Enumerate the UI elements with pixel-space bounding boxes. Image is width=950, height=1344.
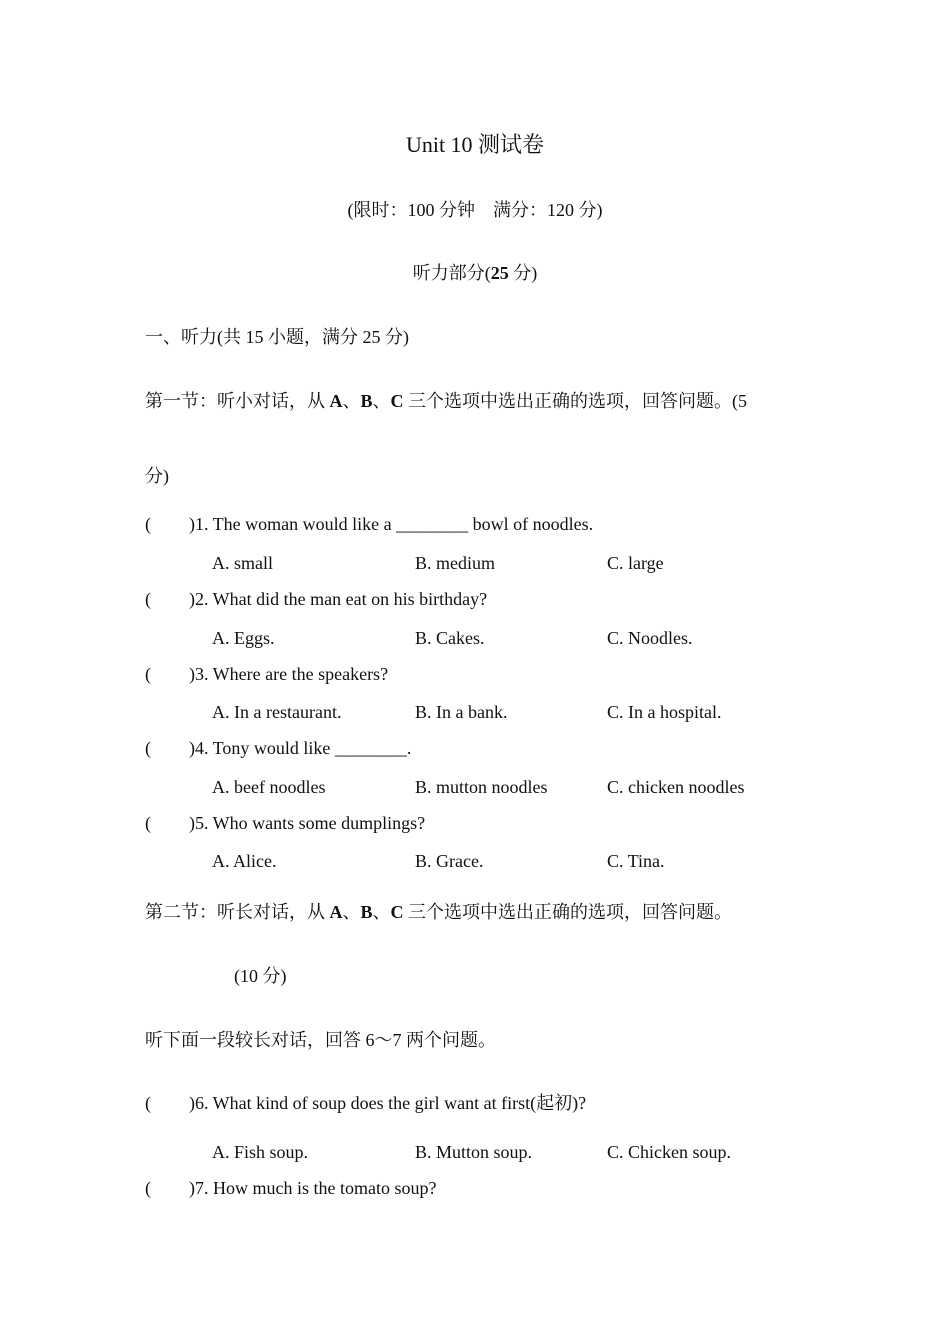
part1-instruction-line2: 分) [145, 466, 169, 486]
part2-instruction-text: 第二节：听长对话，从 [145, 902, 330, 922]
question-text: )4. Tony would like ________. [189, 738, 412, 758]
option-a: A. In a restaurant. [212, 702, 342, 722]
option-c: C. In a hospital. [607, 702, 722, 722]
option-a: A. small [212, 553, 273, 573]
question-text: )7. How much is the tomato soup? [189, 1178, 437, 1198]
answer-paren: ( [145, 1178, 151, 1198]
question-text: )3. Where are the speakers? [189, 664, 389, 684]
option-letter-a: A [329, 902, 343, 922]
answer-paren: ( [145, 813, 151, 833]
option-a: A. Fish soup. [212, 1142, 309, 1162]
option-b: B. In a bank. [415, 702, 508, 722]
option-c: C. Tina. [607, 851, 665, 871]
part2-instruction-line2: (10 分) [234, 966, 287, 986]
section1-heading: 一、听力(共 15 小题，满分 25 分) [145, 327, 409, 347]
part2-instruction-text: 三个选项中选出正确的选项，回答问题。 [403, 902, 733, 922]
option-letter-c: C [390, 902, 404, 922]
option-b: B. mutton noodles [415, 777, 548, 797]
option-letter-b: B [360, 902, 373, 922]
question-text: )2. What did the man eat on his birthday? [189, 589, 488, 609]
page-title: Unit 10 测试卷 [405, 132, 545, 157]
option-a: A. Alice. [212, 851, 277, 871]
option-b: B. Grace. [415, 851, 484, 871]
answer-paren: ( [145, 514, 151, 534]
answer-paren: ( [145, 1093, 151, 1113]
part1-instruction-line1 [145, 389, 747, 413]
listening-part-suffix: 分) [508, 263, 538, 283]
part1-instruction-text: 第一节：听小对话，从 [145, 391, 330, 411]
separator: 、 [372, 902, 391, 922]
separator: 、 [372, 391, 391, 411]
listening-part-heading [0, 261, 950, 285]
instruction-6-7: 听下面一段较长对话，回答 6～7 两个问题。 [145, 1030, 496, 1050]
option-letter-b: B [360, 391, 373, 411]
exam-subtitle: (限时：100 分钟 满分：120 分) [347, 200, 603, 220]
option-c: C. large [607, 553, 664, 573]
listening-part-prefix: 听力部分( [412, 263, 491, 283]
answer-paren: ( [145, 738, 151, 758]
listening-part-score: 25 [490, 263, 509, 283]
part1-instruction-text: 三个选项中选出正确的选项，回答问题。(5 [403, 391, 748, 411]
option-letter-a: A [329, 391, 343, 411]
option-b: B. Cakes. [415, 628, 485, 648]
answer-paren: ( [145, 589, 151, 609]
option-b: B. Mutton soup. [415, 1142, 533, 1162]
option-letter-c: C [390, 391, 404, 411]
question-text: )1. The woman would like a ________ bowl of noodles. [189, 514, 594, 534]
question-text: )6. What kind of soup does the girl want at first(起初)? [189, 1093, 587, 1113]
separator: 、 [342, 902, 361, 922]
option-b: B. medium [415, 553, 495, 573]
option-a: A. beef noodles [212, 777, 326, 797]
option-c: C. chicken noodles [607, 777, 745, 797]
option-c: C. Noodles. [607, 628, 693, 648]
answer-paren: ( [145, 664, 151, 684]
separator: 、 [342, 391, 361, 411]
option-a: A. Eggs. [212, 628, 275, 648]
option-c: C. Chicken soup. [607, 1142, 731, 1162]
question-text: )5. Who wants some dumplings? [189, 813, 426, 833]
part2-instruction-line1 [145, 900, 732, 924]
